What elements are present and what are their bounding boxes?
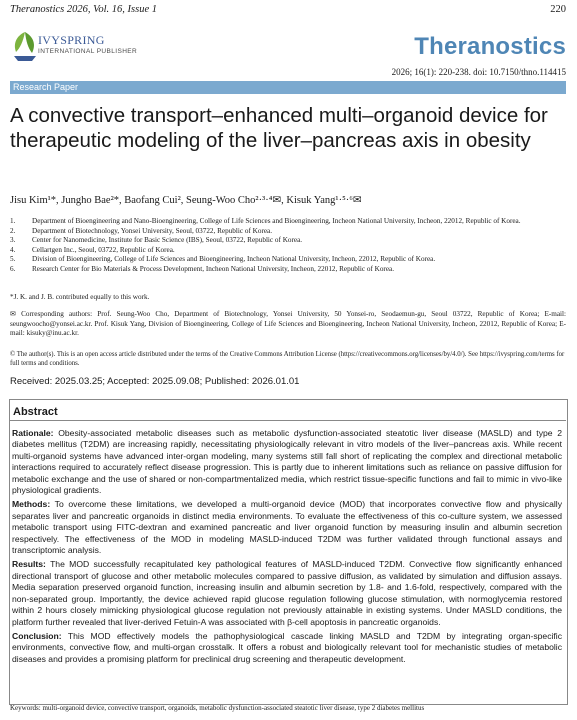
publisher-subtitle: INTERNATIONAL PUBLISHER <box>38 48 138 55</box>
citation[interactable]: 2026; 16(1): 220-238. doi: 10.7150/thno.114415 <box>391 67 566 77</box>
affiliation-number: 5. <box>10 255 16 264</box>
affiliation-text: Department of Bioengineering and Nano-Bioengineering, College of Life Sciences and Bioengineering, Incheon National University, Incheon, 22012, Republic of Korea. <box>32 217 521 225</box>
author-list: Jisu Kim¹*, Jungho Bae²*, Baofang Cui², Seung-Woo Cho²·³·⁴✉, Kisuk Yang¹·⁵·⁶✉ <box>10 195 362 206</box>
publisher-name: IVYSPRING <box>38 33 105 47</box>
affiliation-item <box>10 227 566 237</box>
affiliation-text: Cellartgen Inc., Seoul, 03722, Republic of Korea. <box>32 245 175 254</box>
affiliation-text: Division of Bioengineering, College of Life Sciences and Bioengineering, Incheon National University, Incheon, 22012, Republic of Korea. <box>32 255 436 264</box>
affiliation-item <box>10 236 566 246</box>
affiliation-number: 1. <box>10 217 16 225</box>
rationale-text: Obesity-associated metabolic diseases such as metabolic dysfunction-associated steatotic liver disease (MASLD) and type 2 diabetes mellitus (T2DM) are increasing rapidly, necessitating physiologically relevant in vitro models of the liver–pancreas axis. While recent multi-organoid systems have advanced inter-organ modeling, many systems still fall short of replicating the complex and directional metabolic interactions required to accurately reflect disease progression. This is partly due to inherent limitations such as reliance on passive diffusion for metabolic exchange and the use of shared or non-compartmentalized media, which restrict tissue-specific functions and fail to mimic in vivo-like physiological gradients. <box>12 428 562 496</box>
affiliation-item <box>10 255 566 265</box>
abstract-rationale <box>12 428 562 496</box>
methods-label: Methods: <box>12 499 51 510</box>
article-type: Research Paper <box>13 82 79 92</box>
affiliation-item <box>10 265 566 275</box>
abstract-body <box>12 428 562 668</box>
affiliation-item <box>10 217 566 227</box>
article-title: A convective transport–enhanced multi–organoid device for therapeutic modeling of the liver–pancreas axis in obesity <box>10 104 548 152</box>
affiliation-list <box>10 217 566 275</box>
ivy-leaf-icon <box>10 28 40 64</box>
abstract-results <box>12 559 562 627</box>
conclusion-label: Conclusion: <box>12 630 62 641</box>
affiliation-text: Center for Nanomedicine, Institute for Basic Science (IBS), Seoul, 03722, Republic of Korea. <box>32 236 303 245</box>
abstract-header <box>9 403 566 419</box>
methods-text: To overcome these limitations, we developed a multi-organoid device (MOD) that incorporates convective flow and physically separates liver and pancreatic organoids in distinct media environments. To evaluate the effectiveness of this co-culture system, we assessed metabolic transport using FITC-dextran and examined pancreatic and liver organoid function by measuring insulin and albumin secretion respectively. The effectiveness of the MOD in modeling MASLD-induced T2DM was further validated through functional assays and transcriptomic analysis. <box>12 499 562 556</box>
article-type-bar <box>10 81 566 94</box>
affiliation-number: 2. <box>10 226 16 235</box>
license-note: © The author(s). This is an open access article distributed under the terms of the Creative Commons Attribution License (https://creativecommons.org/licenses/by/4.0/). See https://ivyspring.com/terms for full terms and conditions. <box>10 351 565 367</box>
equal-contribution-note: *J. K. and J. B. contributed equally to this work. <box>10 293 150 301</box>
affiliation-item <box>10 246 566 256</box>
publication-dates: Received: 2025.03.25; Accepted: 2025.09.08; Published: 2026.01.01 <box>10 376 300 387</box>
abstract-methods <box>12 499 562 556</box>
abstract-heading: Abstract <box>13 406 58 418</box>
results-text: The MOD successfully recapitulated key pathological features of MASLD-induced T2DM. Convective flow significantly enhanced directional transport of glucose and other metabolic molecules compared to passive diffusion, as validated by simulation and diffusion assays. Media separation preserved organoid function, increasing insulin and albumin secretion by 1.8- and 1.6-fold, respectively, compared with the non-separated group. Importantly, the device achieved rapid glucose regulation following glucose stimulation, with normoglycemia restored within 2 hours closely mimicking physiological glucose regulation not previously attainable in existing systems. Under MASLD conditions, the platform further revealed that liver-derived Fetuin-A was associated with β-cell apoptosis in pancreatic organoids. <box>12 559 563 627</box>
page-number: 220 <box>550 4 566 15</box>
journal-title[interactable]: Theranostics <box>414 33 566 60</box>
results-label: Results: <box>12 559 46 570</box>
affiliation-number: 6. <box>10 264 16 273</box>
running-header <box>10 4 566 15</box>
affiliation-number: 4. <box>10 245 16 254</box>
abstract-conclusion <box>12 631 562 665</box>
conclusion-text: This MOD effectively models the pathophysiological cascade linking MASLD and T2DM by integrating organ-specific environments, convective flow, and multi-organ crosstalk. It offers a robust and biologically relevant tool for mechanistic studies of metabolic diseases and provides a promising platform for preclinical drug screening and therapeutic development. <box>12 630 563 664</box>
corresponding-authors: ✉ Corresponding authors: Prof. Seung-Woo Cho, Department of Biotechnology, Yonsei University, 50 Yonsei-ro, Seodaemun-gu, Seoul 03722, Republic of Korea; E-mail: seungwoocho@yonsei.ac.kr. Prof. Kisuk Yang, Division of Bioengineering, College of Life Sciences and Bioengineering, Incheon National University, Incheon, 22012, Republic of Korea; E-mail: kisuky@inu.ac.kr. <box>10 310 566 338</box>
keywords: Keywords: multi-organoid device, convective transport, organoids, metabolic dysfunction-associated steatotic liver disease, type 2 diabetes mellitus <box>10 704 425 712</box>
rationale-label: Rationale: <box>12 428 54 438</box>
affiliation-text: Department of Biotechnology, Yonsei University, Seoul, 03722, Republic of Korea. <box>32 226 273 235</box>
affiliation-number: 3. <box>10 236 16 245</box>
abstract-divider <box>9 420 566 421</box>
affiliation-text: Research Center for Bio Materials & Process Development, Incheon National University, Incheon, 22012, Republic of Korea. <box>32 264 394 273</box>
journal-issue: Theranostics 2026, Vol. 16, Issue 1 <box>10 4 157 15</box>
